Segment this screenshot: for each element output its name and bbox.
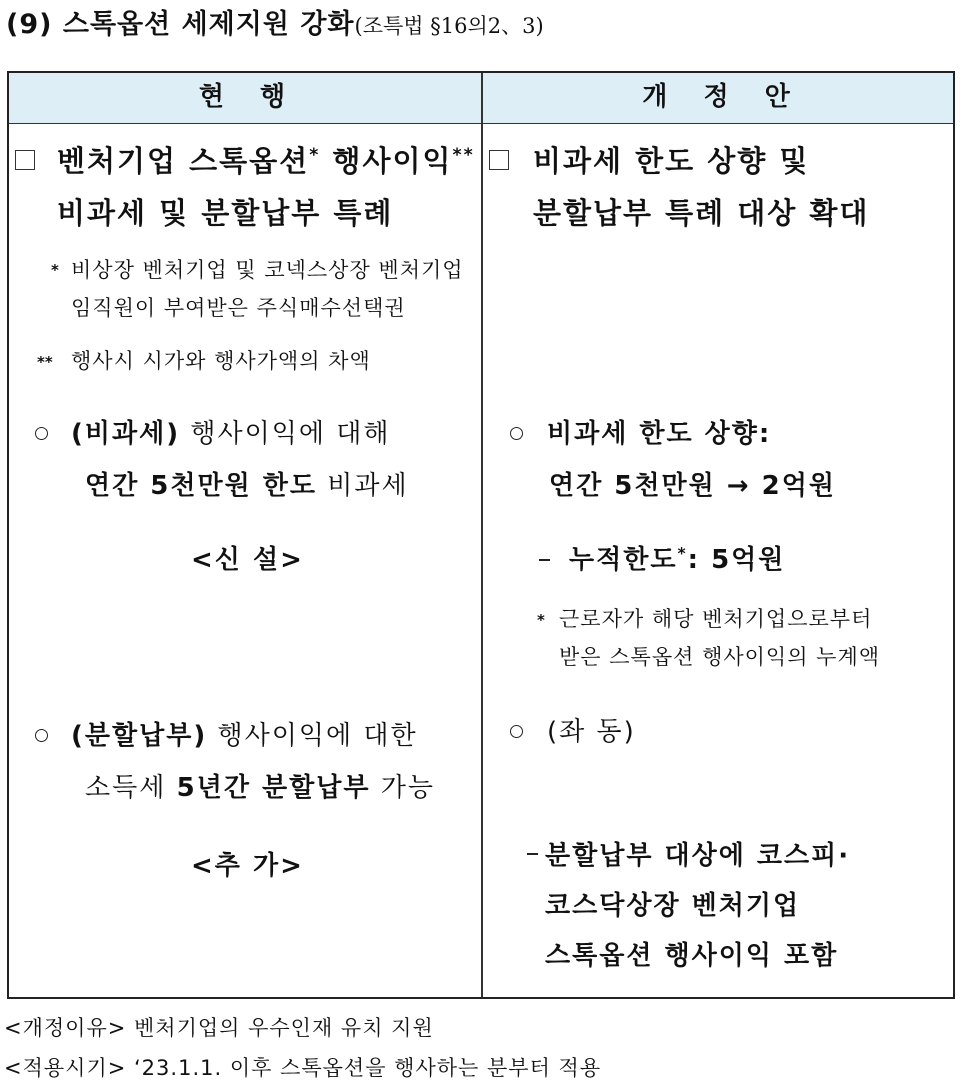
right-sub1	[569, 539, 785, 576]
bullet-circle-icon	[35, 729, 48, 742]
bullet-circle-icon	[35, 427, 48, 440]
left-item2-text: 행사이익에 대한	[207, 721, 418, 751]
note-asterisk: *	[51, 261, 59, 279]
left-item1-text: 행사이익에 대해	[180, 419, 391, 449]
bullet-circle-icon	[510, 725, 523, 738]
footnote-mark: *	[677, 544, 688, 563]
add-tag: <추 가>	[191, 851, 304, 881]
checkbox-square-icon	[15, 150, 35, 170]
footer-reason: <개정이유> 벤처기업의 우수인재 유치 지원	[4, 1016, 434, 1040]
left-item1-line2	[85, 465, 409, 502]
left-note1-line2: 임직원이 부여받은 주식매수선택권	[71, 296, 406, 320]
footnote-mark: *	[309, 145, 321, 166]
footer-apply-date: <적용시기> ‘23.1.1. 이후 스톡옵션을 행사하는 분부터 적용	[4, 1056, 602, 1080]
header-proposed: 개 정 안	[642, 82, 796, 112]
left-item2-pre: 소득세	[85, 773, 177, 803]
right-sub2-line1: 분할납부 대상에 코스피·	[545, 841, 851, 871]
right-item1-line2: 연간 5천만원 → 2억원	[549, 471, 836, 501]
left-note1-line1: 비상장 벤처기업 및 코넥스상장 벤처기업	[71, 258, 464, 282]
section-title-law-ref: (조특법 §16의2、3)	[354, 14, 544, 38]
right-sub2-line2: 코스닥상장 벤처기업	[545, 891, 801, 921]
note-double-asterisk: **	[37, 353, 53, 371]
right-note-line1: 근로자가 해당 벤처기업으로부터	[559, 607, 873, 631]
right-sub2-line3: 스톡옵션 행사이익 포함	[545, 941, 839, 971]
left-heading-line2: 비과세 및 분할납부 특례	[57, 196, 394, 230]
dash-icon	[539, 559, 550, 561]
header-current: 현 행	[198, 82, 292, 112]
new-tag: <신 설>	[191, 545, 304, 575]
left-item2-line2	[85, 767, 435, 804]
section-title	[6, 2, 544, 41]
right-heading-line1: 비과세 한도 상향 및	[533, 144, 810, 178]
left-item2-post: 가능	[370, 773, 435, 803]
right-item2: (좌 동)	[547, 717, 636, 747]
left-item2-line1	[71, 715, 418, 752]
column-divider	[481, 73, 483, 997]
comparison-table	[7, 71, 955, 999]
left-item2-installment: 5년간 분할납부	[176, 773, 371, 803]
left-item1-line1	[71, 413, 390, 450]
section-title-main: (9) 스톡옵션 세제지원 강화	[6, 9, 355, 40]
left-item1-label: (비과세)	[71, 419, 181, 449]
cumulative-limit-label: 누적한도	[569, 545, 678, 575]
left-heading-line1	[57, 139, 475, 180]
left-item1-limit: 연간 5천만원 한도	[85, 471, 318, 501]
right-heading-line2: 분할납부 특례 대상 확대	[533, 196, 870, 230]
bullet-circle-icon	[510, 427, 523, 440]
cumulative-limit-value: : 5억원	[687, 545, 786, 575]
left-heading-text: 벤처기업 스톡옵션	[57, 144, 310, 178]
checkbox-square-icon	[489, 150, 509, 170]
left-note2: 행사시 시가와 행사가액의 차액	[71, 349, 371, 373]
dash-icon	[527, 853, 538, 855]
note-asterisk: *	[537, 611, 545, 629]
left-item2-label: (분할납부)	[71, 721, 208, 751]
left-item1-text2: 비과세	[317, 471, 409, 501]
right-item1-line1: 비과세 한도 상향:	[547, 419, 772, 449]
left-heading-word: 행사이익	[320, 144, 453, 178]
right-note-line2: 받은 스톡옵션 행사이익의 누계액	[559, 645, 881, 669]
footnote-mark: **	[452, 145, 475, 166]
